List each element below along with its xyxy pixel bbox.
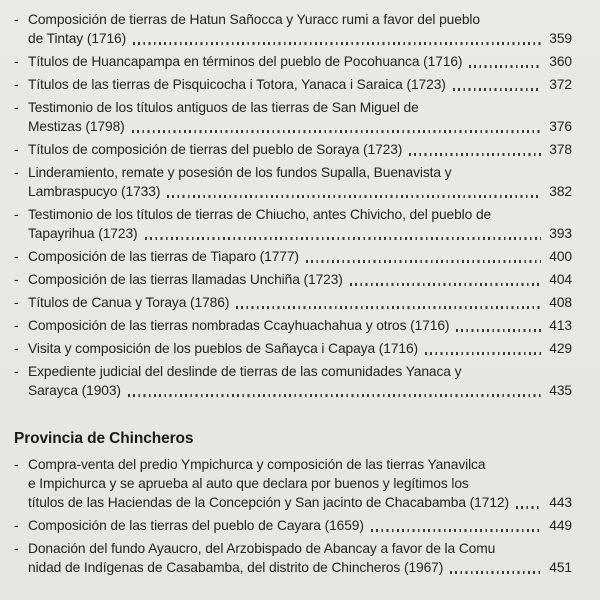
entry-dash: -: [14, 295, 19, 310]
dotted-leader: [167, 195, 541, 197]
page-number: 449: [549, 518, 572, 533]
page-number: 378: [549, 142, 572, 157]
toc-entry: [14, 270, 572, 289]
entry-line: Composición de las tierras llamadas Unchiña (1723): [28, 272, 343, 287]
entry-last-line: [28, 182, 572, 201]
dotted-leader: [132, 130, 541, 132]
page-number: 408: [549, 295, 572, 310]
entry-last-line: [28, 381, 572, 400]
entry-line: Testimonio de los títulos antiguos de las tierras de San Miguel de: [28, 100, 419, 115]
toc-entry: [14, 455, 572, 512]
entry-dash: -: [14, 54, 19, 69]
toc-entry: [14, 205, 572, 243]
dotted-leader: [409, 153, 541, 155]
dotted-leader: [145, 237, 541, 239]
entry-line: Mestizas (1798): [28, 119, 125, 134]
entry-line: Testimonio de los títulos de tierras de Chiucho, antes Chivicho, del pueblo de: [28, 207, 492, 222]
toc-entry: [14, 163, 572, 201]
entry-line: Lambraspucyo (1733): [28, 184, 161, 199]
entry-dash: -: [14, 457, 19, 472]
entry-line: Linderamiento, remate y posesión de los fundos Supalla, Buenavista y: [28, 165, 452, 180]
dotted-leader: [469, 65, 541, 67]
page-number: 429: [549, 341, 572, 356]
toc-entry: [14, 140, 572, 159]
entry-line: Composición de las tierras del pueblo de Cayara (1659): [28, 518, 364, 533]
toc-entry: [14, 98, 572, 136]
toc-entry: [14, 293, 572, 312]
entry-last-line: [28, 75, 572, 94]
entry-dash: -: [14, 518, 19, 533]
toc-entry: [14, 516, 572, 535]
toc-entry: [14, 362, 572, 400]
dotted-leader: [516, 506, 541, 508]
page-number: 435: [549, 383, 572, 398]
page-number: 413: [549, 318, 572, 333]
entry-line: títulos de las Haciendas de la Concepción y San jacinto de Chacabamba (1712): [28, 495, 509, 510]
entry-last-line: [28, 52, 572, 71]
page-number: 360: [549, 54, 572, 69]
entry-line: Visita y composición de los pueblos de Sañayca i Capaya (1716): [28, 341, 419, 356]
entry-dash: -: [14, 272, 19, 287]
entry-dash: -: [14, 364, 19, 379]
entry-dash: -: [14, 318, 19, 333]
toc-entry: [14, 339, 572, 358]
toc-section: [14, 428, 572, 577]
entry-line: Títulos de Huancapampa en términos del pueblo de Pocohuanca (1716): [28, 54, 463, 69]
page-number: 443: [549, 495, 572, 510]
entry-last-line: [28, 270, 572, 289]
dotted-leader: [371, 529, 541, 531]
entry-line: Tapayrihua (1723): [28, 226, 138, 241]
entry-dash: -: [14, 249, 19, 264]
toc: [14, 10, 572, 577]
entry-dash: -: [14, 165, 19, 180]
dotted-leader: [133, 42, 541, 44]
entry-line: nidad de Indígenas de Casabamba, del distrito de Chincheros (1967): [28, 560, 444, 575]
toc-entry: [14, 10, 572, 48]
toc-entry: [14, 316, 572, 335]
entry-line: e Impichurca y se aprueba al auto que declara por buenos y legítimos los: [28, 476, 469, 491]
entry-last-line: [28, 140, 572, 159]
entry-dash: -: [14, 12, 19, 27]
dotted-leader: [236, 306, 541, 308]
entry-line: Donación del fundo Ayaucro, del Arzobispado de Abancay a favor de la Comu: [28, 541, 496, 556]
entry-last-line: [28, 247, 572, 266]
page-number: 376: [549, 119, 572, 134]
entry-dash: -: [14, 77, 19, 92]
entry-line: Expediente judicial del deslinde de tierras de las comunidades Yanaca y: [28, 364, 462, 379]
toc-entry: [14, 247, 572, 266]
page-number: 404: [549, 272, 572, 287]
entry-dash: -: [14, 142, 19, 157]
dotted-leader: [453, 88, 541, 90]
page-number: 451: [549, 560, 572, 575]
entry-line: Composición de tierras de Hatun Sañocca y Yuracc rumi a favor del pueblo: [28, 12, 480, 27]
entry-line: Compra-venta del predio Ympichurca y composición de las tierras Yanavilca: [28, 457, 486, 472]
entry-dash: -: [14, 341, 19, 356]
section-heading: Provincia de Chincheros: [14, 430, 194, 447]
page-number: 400: [549, 249, 572, 264]
entry-dash: -: [14, 207, 19, 222]
page-number: 372: [549, 77, 572, 92]
toc-entry: [14, 75, 572, 94]
entry-last-line: [28, 339, 572, 358]
entry-line: Títulos de las tierras de Pisquicocha i Totora, Yanaca i Saraica (1723): [28, 77, 446, 92]
toc-entry: [14, 539, 572, 577]
entry-dash: -: [14, 100, 19, 115]
toc-section: [14, 10, 572, 400]
entry-last-line: [28, 516, 572, 535]
page-number: 382: [549, 184, 572, 199]
dotted-leader: [450, 571, 541, 573]
entry-line: Composición de las tierras nombradas Ccayhuachahua y otros (1716): [28, 318, 450, 333]
dotted-leader: [128, 394, 541, 396]
dotted-leader: [425, 352, 541, 354]
entry-line: de Tintay (1716): [28, 31, 127, 46]
toc-entry: [14, 52, 572, 71]
entry-line: Títulos de composición de tierras del pueblo de Soraya (1723): [28, 142, 403, 157]
page-number: 393: [549, 226, 572, 241]
dotted-leader: [350, 283, 541, 285]
entry-last-line: [28, 117, 572, 136]
page-number: 359: [549, 31, 572, 46]
entry-last-line: [28, 493, 572, 512]
entry-line: Sarayca (1903): [28, 383, 121, 398]
entry-last-line: [28, 316, 572, 335]
entry-line: Composición de las tierras de Tiaparo (1777): [28, 249, 299, 264]
dotted-leader: [456, 329, 541, 331]
dotted-leader: [306, 260, 541, 262]
entry-last-line: [28, 224, 572, 243]
entry-last-line: [28, 29, 572, 48]
entry-last-line: [28, 558, 572, 577]
entry-last-line: [28, 293, 572, 312]
entry-line: Títulos de Canua y Toraya (1786): [28, 295, 230, 310]
entry-dash: -: [14, 541, 19, 556]
